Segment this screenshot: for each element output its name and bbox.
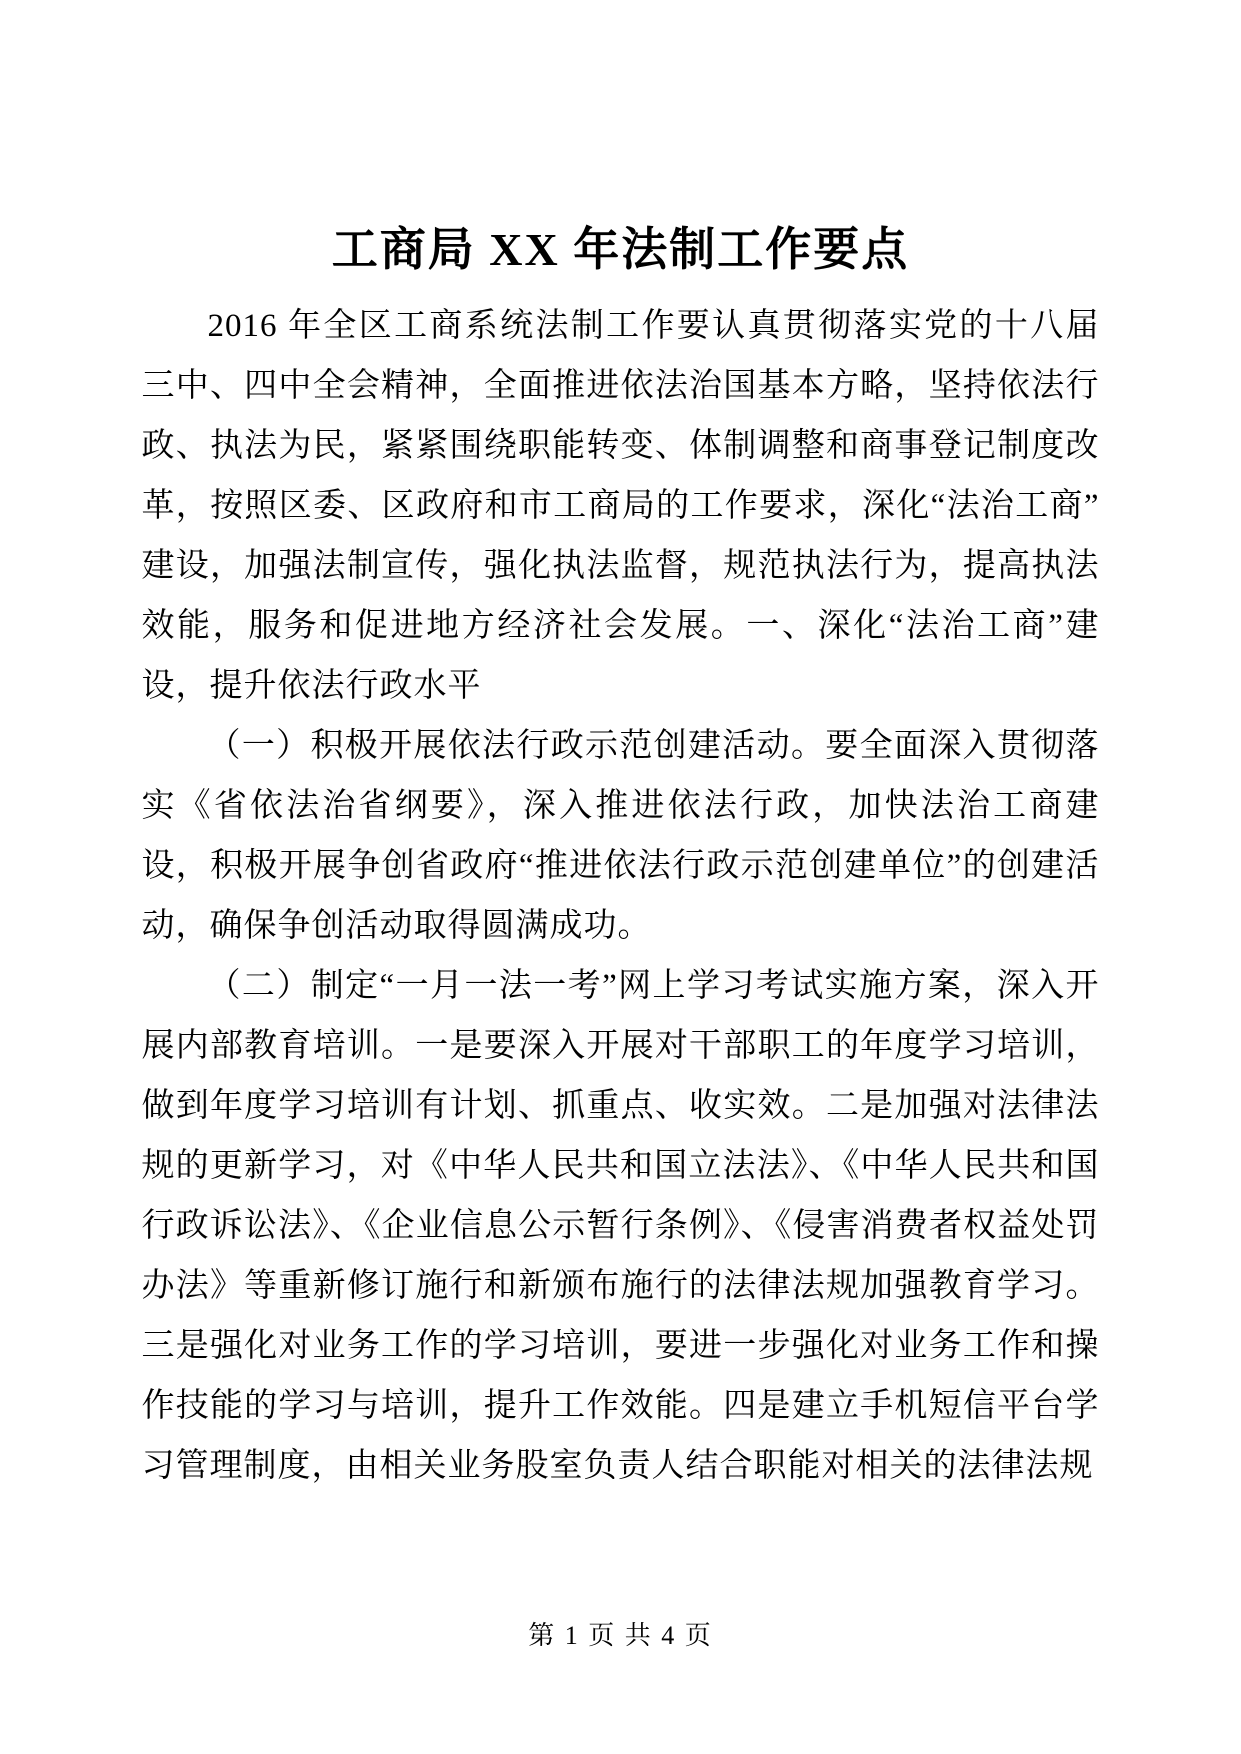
document-body [142, 296, 1100, 1496]
paragraph-section-2: （二）制定“一月一法一考”网上学习考试实施方案，深入开展内部教育培训。一是要深入开展对干部职工的年度学习培训，做到年度学习培训有计划、抓重点、收实效。二是加强对法律法规的更新学习，对《中华人民共和国立法法》、《中华人民共和国行政诉讼法》、《企业信息公示暂行条例》、《侵害消费者权益处罚办法》等重新修订施行和新颁布施行的法律法规加强教育学习。三是强化对业务工作的学习培训，要进一步强化对业务工作和操作技能的学习与培训，提升工作效能。四是建立手机短信平台学习管理制度，由相关业务股室负责人结合职能对相关的法律法规 [141, 968, 1100, 1484]
paragraph-intro: 2016 年全区工商系统法制工作要认真贯彻落实党的十八届三中、四中全会精神，全面推进依法治国基本方略，坚持依法行政、执法为民，紧紧围绕职能转变、体制调整和商事登记制度改革，按照区委、区政府和市工商局的工作要求，深化“法治工商”建设，加强法制宣传，强化执法监督，规范执法行为，提高执法效能，服务和促进地方经济社会发展。一、深化“法治工商”建设，提升依法行政水平 [141, 308, 1100, 704]
page-number-footer: 第 1 页 共 4 页 [528, 1621, 713, 1650]
paragraph-section-1: （一）积极开展依法行政示范创建活动。要全面深入贯彻落实《省依法治省纲要》，深入推进依法行政，加快法治工商建设，积极开展争创省政府“推进依法行政示范创建单位”的创建活动，确保争创活动取得圆满成功。 [141, 728, 1100, 944]
document-title: 工商局 XX 年法制工作要点 [331, 224, 910, 275]
